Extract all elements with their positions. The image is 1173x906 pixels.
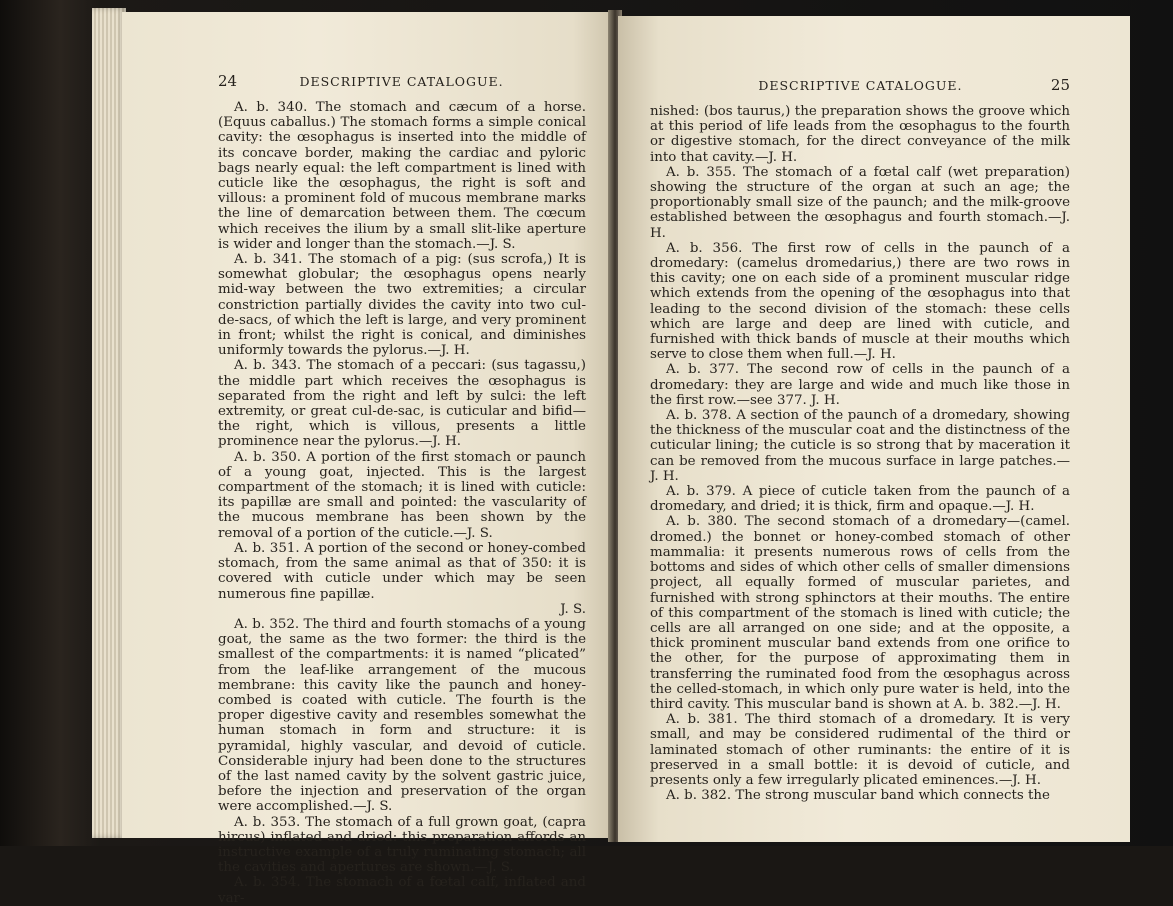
entry-377: A. b. 377. The second row of cells in the paunch of a dromedary: they are large and wide and much like those in the first row.—see 377. J. H.	[650, 362, 1070, 408]
page-edges	[92, 8, 126, 838]
entry-355: A. b. 355. The stomach of a fœtal calf (wet preparation) showing the structure of the organ at such an age; the proportionably small size of the paunch; and the milk-groove established between the œsophagus and fourth stomach.—J. H.	[650, 164, 1070, 241]
left-page-text	[218, 100, 586, 906]
left-page-number: 24	[218, 72, 238, 90]
left-page-header	[218, 72, 586, 90]
entry-351: A. b. 351. A portion of the second or honey-combed stomach, from the same animal as that of 350: it is covered with cuticle under which may be seen numerous fine papillæ.	[218, 540, 586, 602]
entry-378: A. b. 378. A section of the paunch of a dromedary, showing the thickness of the muscular coat and the distinctness of the cuticular lining; the cuticle is so strong that by maceration it can be removed from the mucous surface in large patches.—J. H.	[650, 408, 1070, 484]
entry-343: A. b. 343. The stomach of a peccari: (sus tagassu,) the middle part which receives the œsophagus is separated from the right and left by sulci: the left extremity, or great cul-de-sac, is cuticular and bifid—the right, which is villous, presents a little prominence near the pylorus.—J. H.	[218, 358, 586, 450]
entry-340: A. b. 340. The stomach and cæcum of a horse. (Equus caballus.) The stomach forms a simple conical cavity: the œsophagus is inserted into the middle of its concave border, making the cardiac and pyloric bags nearly equal: the left compartment is lined with cuticle like the œsophagus, the right is soft and villous: a prominent fold of mucous membrane marks the line of demarcation between them. The cœcum which receives the ilium by a small slit-like aperture is wider and longer than the stomach.—J. S.	[218, 100, 586, 252]
entry-381: A. b. 381. The third stomach of a dromedary. It is very small, and may be considered rudimental of the third or laminated stomach of other ruminants: the entire of it is preserved in a small bottle: it is devoid of cuticle, and presents only a few irregularly plicated eminences.—J. H.	[650, 712, 1070, 788]
right-page	[618, 16, 1130, 842]
left-running-head: DESCRIPTIVE CATALOGUE.	[299, 74, 504, 89]
right-running-head: DESCRIPTIVE CATALOGUE.	[758, 78, 963, 93]
left-page	[122, 12, 612, 906]
entry-350: A. b. 350. A portion of the first stomach or paunch of a young goat, injected. This is the largest compartment of the stomach; it is lined with cuticle: its papillæ are small and pointed: the vascularity of the mucous membrane has been shown by the removal of a portion of the cuticle.—J. S.	[218, 449, 586, 541]
right-page-number: 25	[1050, 76, 1070, 94]
entry-356: A. b. 356. The first row of cells in the paunch of a dromedary: (camelus dromedarius,) there are two rows in this cavity; one on each side of a prominent muscular ridge which extends from the opening of the œsophagus into that leading to the second division of the stomach: these cells which are large and deep are lined with cuticle, and furnished with thick bands of muscle at their mouths which serve to close them when full.—J. H.	[650, 240, 1070, 363]
entry-341: A. b. 341. The stomach of a pig: (sus scrofa,) It is somewhat globular; the œsophagus opens nearly mid-way between the two extremities; a circular constriction partially divides the cavity into two cul-de-sacs, of which the left is large, and very prominent in front; whilst the right is conical, and diminishes uniformly towards the pylorus.—J. H.	[218, 252, 586, 359]
right-page-text	[650, 104, 1070, 803]
right-page-header	[650, 76, 1070, 94]
entry-382: A. b. 382. The strong muscular band which connects the	[666, 788, 1050, 804]
entry-352: A. b. 352. The third and fourth stomachs of a young goat, the same as the two former: the third is the smallest of the compartments: it is named “plicated” from the leaf-like arrangement of the mucous membrane: this cavity like the paunch and honey-combed is coated with cuticle. The fourth is the proper digestive cavity and resembles somewhat the human stomach in form and structure: it is pyramidal, highly vascular, and devoid of cuticle. Considerable injury had been done to the structures of the last named cavity by the solvent gastric juice, before the injection and preservation of the organ were accomplished.—J. S.	[218, 616, 586, 815]
entry-354: A. b. 354. The stomach of a fœtal calf, inflated and var-	[218, 875, 586, 906]
entry-354-continuation: nished: (bos taurus,) the preparation shows the groove which at this period of life leads from the œsophagus to the fourth or digestive stomach, for the direct conveyance of the milk into that cavity.—J. H.	[650, 104, 1070, 165]
entry-379: A. b. 379. A piece of cuticle taken from the paunch of a dromedary, and dried; it is thick, firm and opaque.—J. H.	[650, 484, 1070, 515]
entry-351-signature: J. S.	[560, 601, 586, 617]
entry-353: A. b. 353. The stomach of a full grown goat, (capra hircus) inflated and dried: this preparation affords an instructive example of a truly ruminating stomach; all the cavities and apertures are shown.—J. S.	[218, 814, 586, 876]
entry-380: A. b. 380. The second stomach of a dromedary—(camel. dromed.) the bonnet or honey-combed stomach of other mammalia: it presents numerous rows of cells from the bottoms and sides of which other cells of smaller dimensions project, all equally formed of muscular parietes, and furnished with strong sphinctors at their mouths. The entire of this compartment of the stomach is lined with cuticle; the cells are all arranged on one side; and at the opposite, a thick prominent muscular band extends from one orifice to the other, for the purpose of approximating them in transferring the ruminated food from the œsophagus across the celled-stomach, in which only pure water is held, into the third cavity. This muscular band is shown at A. b. 382.—J. H.	[650, 514, 1070, 712]
